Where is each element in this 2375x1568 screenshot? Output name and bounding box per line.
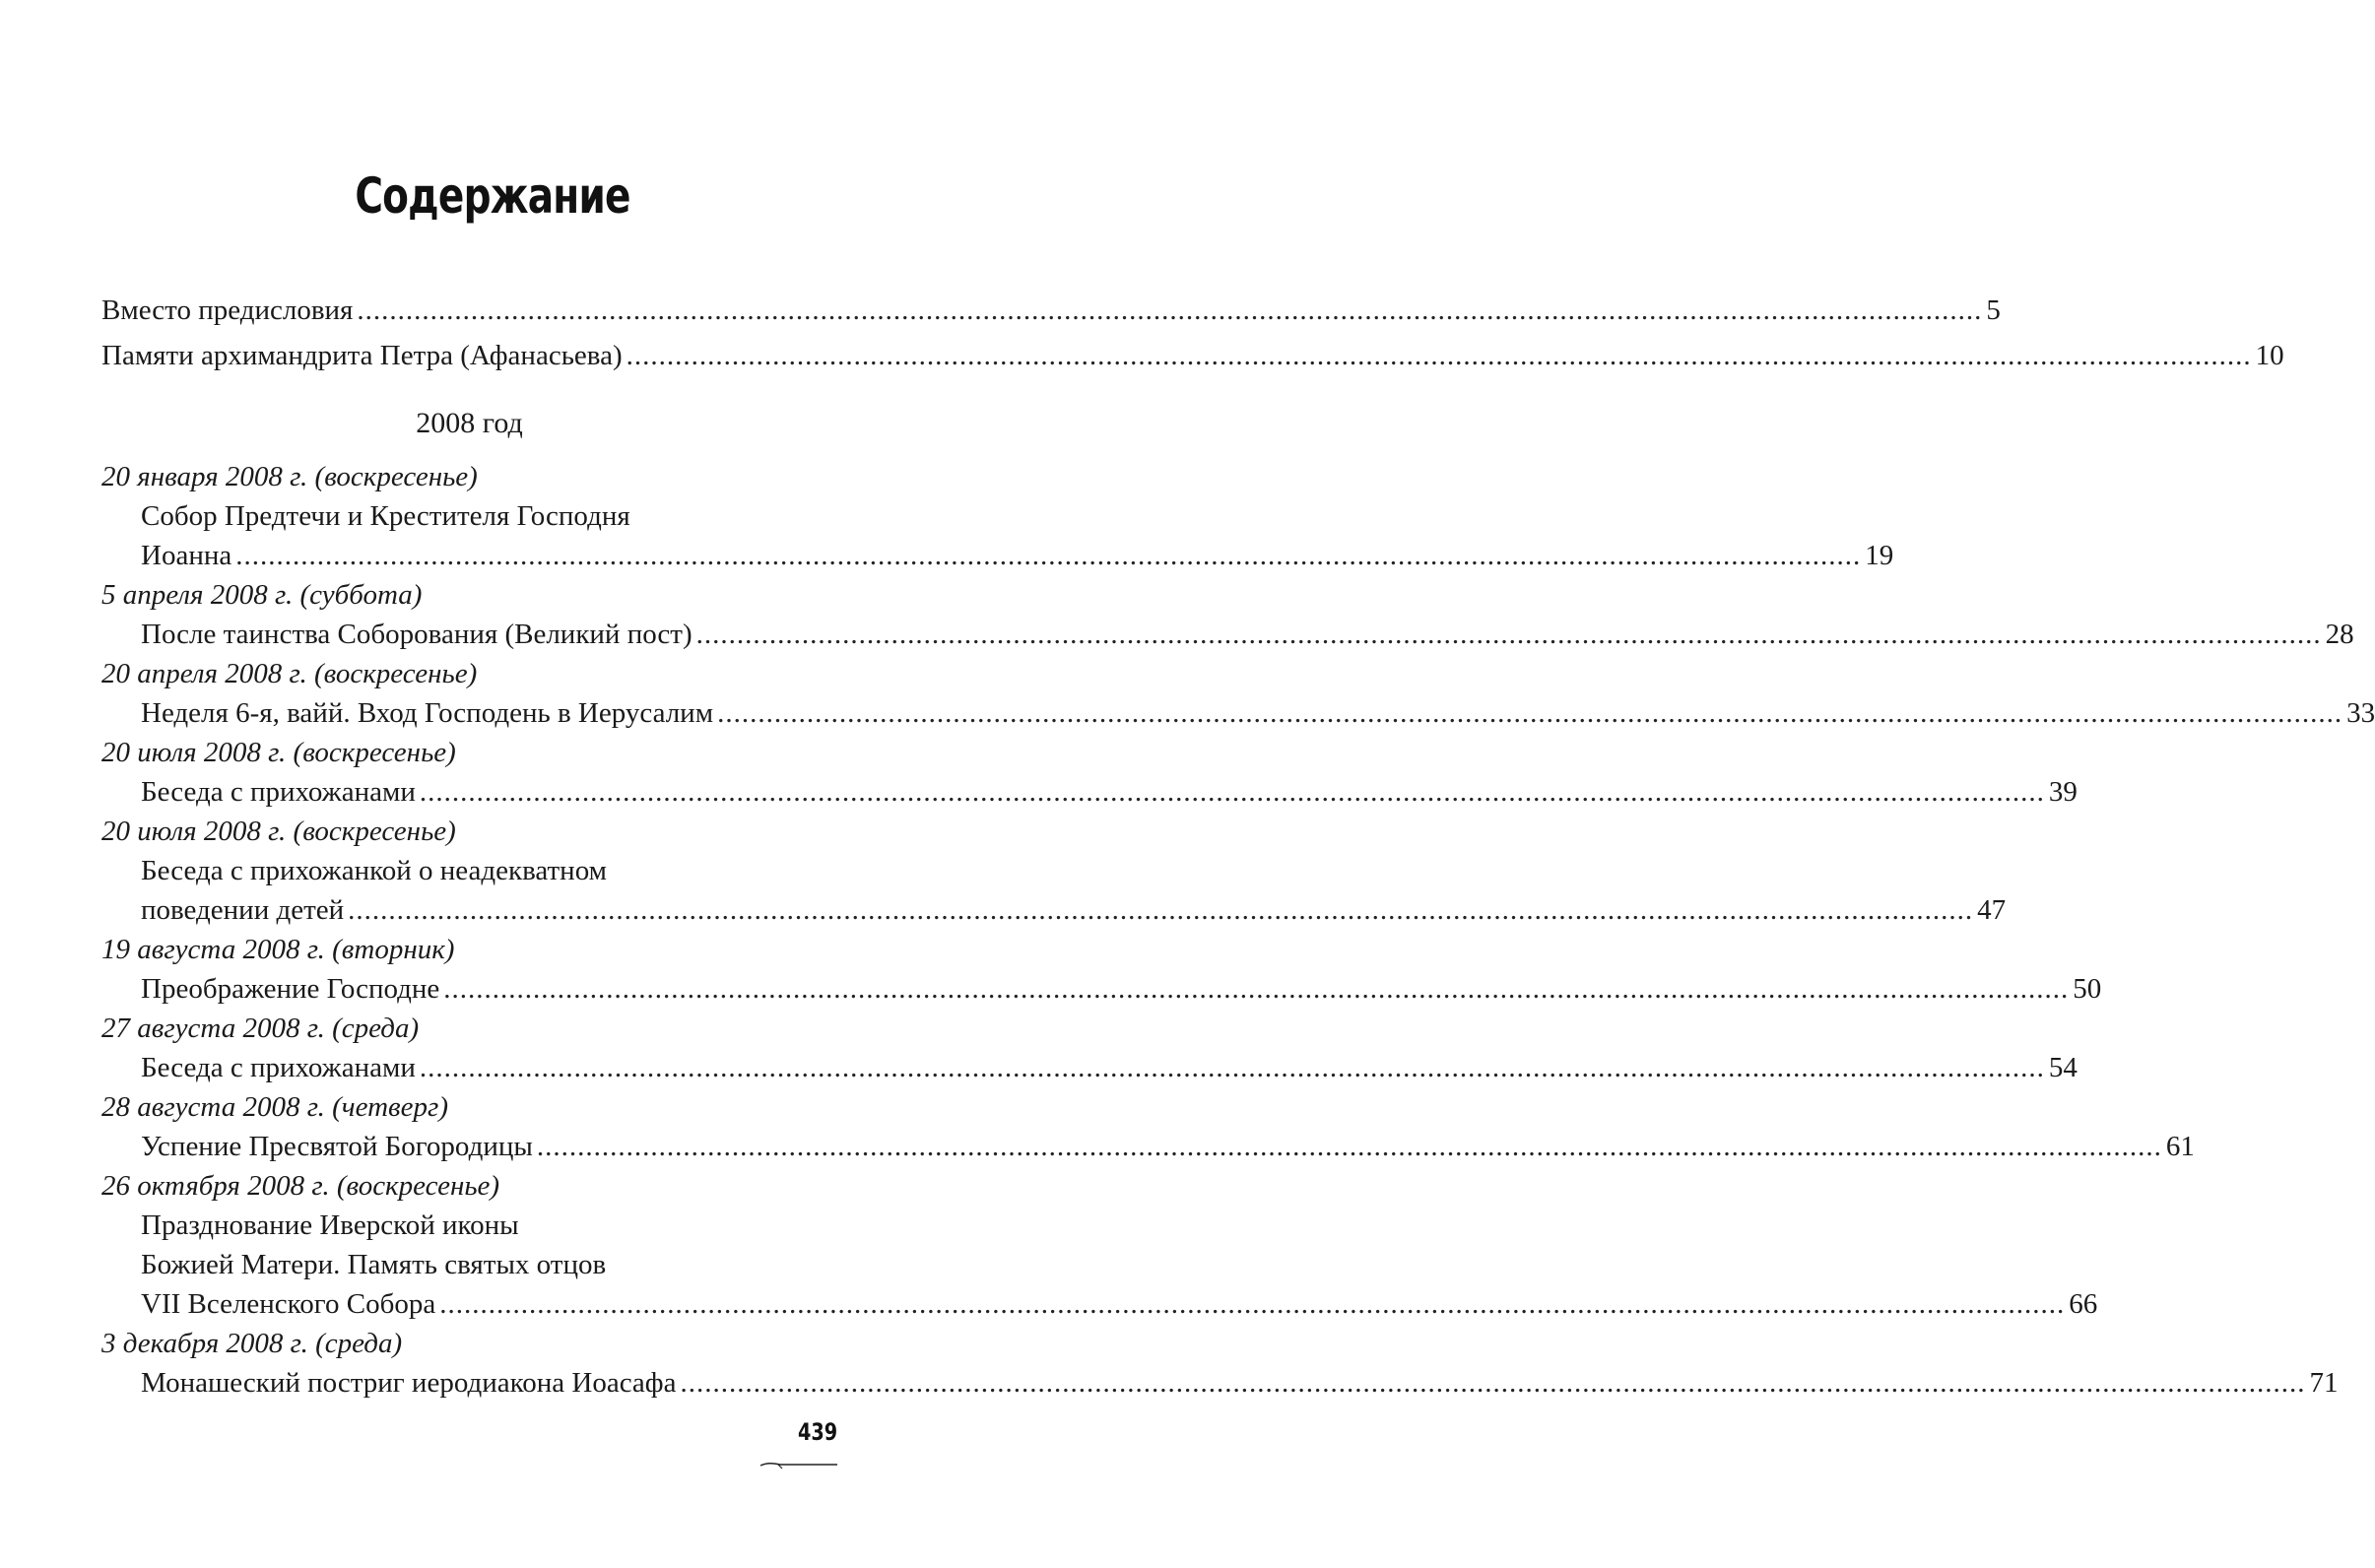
toc-entry xyxy=(101,575,2354,654)
toc-entry-title: После таинства Соборования (Великий пост) xyxy=(141,619,693,650)
entry-date: 20 июля 2008 г. (воскресенье) xyxy=(101,816,456,847)
entry-date: 20 апреля 2008 г. (воскресенье) xyxy=(101,658,478,689)
toc-page-number: 71 xyxy=(2309,1367,2339,1399)
toc-page-number: 39 xyxy=(2048,776,2078,808)
entry-title-line: Беседа с прихожанкой о неадекватном xyxy=(141,855,607,886)
toc-row xyxy=(101,969,2102,1009)
toc-page-number: 5 xyxy=(1986,294,2001,326)
toc-row xyxy=(101,1127,2195,1166)
toc-entry xyxy=(101,1324,2339,1403)
toc-entry xyxy=(101,1166,2098,1324)
toc-entry xyxy=(101,930,2102,1009)
dot-leader: ........................................................................................................................................................................................................ xyxy=(348,894,1974,926)
toc-entry-title: Неделя 6-я, вайй. Вход Господень в Иерусалим xyxy=(141,697,714,729)
entry-date: 20 июля 2008 г. (воскресенье) xyxy=(101,737,456,768)
toc-row xyxy=(101,890,2007,930)
toc-entry-title: поведении детей xyxy=(141,894,345,926)
entry-date: 20 января 2008 г. (воскресенье) xyxy=(101,461,478,492)
footer-ornament xyxy=(759,1460,839,1470)
entry-date: 5 апреля 2008 г. (суббота) xyxy=(101,579,423,611)
toc-page-number: 61 xyxy=(2165,1131,2195,1162)
toc-entry-title: Успение Пресвятой Богородицы xyxy=(141,1131,533,1162)
dot-leader: ........................................................................................................................................................................................................ xyxy=(419,1052,2045,1083)
toc-row xyxy=(101,1048,2078,1087)
dot-leader: ........................................................................................................................................................................................................ xyxy=(680,1367,2306,1399)
table-of-contents xyxy=(101,288,2375,1403)
toc-page-number: 28 xyxy=(2325,619,2354,650)
toc-entry-title: Вместо предисловия xyxy=(101,294,354,326)
toc-entry-title: Преображение Господне xyxy=(141,973,440,1005)
toc-row xyxy=(101,693,2375,733)
entry-date: 28 августа 2008 г. (четверг) xyxy=(101,1091,448,1123)
dot-leader: ........................................................................................................................................................................................................ xyxy=(695,619,2322,650)
entry-date: 19 августа 2008 г. (вторник) xyxy=(101,934,455,965)
toc-entry-title: Иоанна xyxy=(141,540,232,571)
toc-row xyxy=(101,333,2284,378)
dot-leader: ........................................................................................................................................................................................................ xyxy=(536,1131,2162,1162)
toc-page-number: 10 xyxy=(2255,340,2284,371)
toc-entry xyxy=(101,457,1894,575)
page-title: Содержание xyxy=(355,167,630,225)
toc-entry xyxy=(101,1009,2078,1087)
toc-entry-title: VII Вселенского Собора xyxy=(141,1288,436,1320)
dot-leader: ........................................................................................................................................................................................................ xyxy=(717,697,2343,729)
toc-entry xyxy=(101,733,2078,812)
toc-entry-title: Памяти архимандрита Петра (Афанасьева) xyxy=(101,340,623,371)
entry-title-line: Собор Предтечи и Крестителя Господня xyxy=(141,500,630,532)
entry-title-line: Божией Матери. Память святых отцов xyxy=(141,1249,607,1280)
toc-row xyxy=(101,772,2078,812)
toc-entry-title: Монашеский постриг иеродиакона Иоасафа xyxy=(141,1367,677,1399)
toc-entry xyxy=(101,1087,2195,1166)
toc-row xyxy=(101,1363,2339,1403)
toc-page-number: 47 xyxy=(1977,894,2007,926)
dot-leader: ........................................................................................................................................................................................................ xyxy=(439,1288,2066,1320)
dot-leader: ........................................................................................................................................................................................................ xyxy=(443,973,2070,1005)
toc-entry xyxy=(101,654,2375,733)
dot-leader: ........................................................................................................................................................................................................ xyxy=(419,776,2045,808)
dot-leader: ........................................................................................................................................................................................................ xyxy=(235,540,1862,571)
page-number: 439 xyxy=(797,1418,837,1446)
toc-page-number: 54 xyxy=(2048,1052,2078,1083)
toc-page-number: 19 xyxy=(1865,540,1894,571)
intro-section xyxy=(101,288,2284,378)
entry-date: 3 декабря 2008 г. (среда) xyxy=(101,1328,403,1359)
toc-entry-title: Беседа с прихожанами xyxy=(141,1052,416,1083)
toc-page-number: 66 xyxy=(2069,1288,2098,1320)
dot-leader: ........................................................................................................................................................................................................ xyxy=(357,294,1983,326)
toc-row xyxy=(101,1284,2098,1324)
toc-row xyxy=(101,536,1894,575)
toc-row xyxy=(101,615,2354,654)
dot-leader: ........................................................................................................................................................................................................ xyxy=(626,340,2252,371)
entry-title-line: Празднование Иверской иконы xyxy=(141,1209,519,1241)
toc-entry-title: Беседа с прихожанами xyxy=(141,776,416,808)
entry-date: 27 августа 2008 г. (среда) xyxy=(101,1013,420,1044)
toc-page-number: 50 xyxy=(2073,973,2102,1005)
entry-date: 26 октября 2008 г. (воскресенье) xyxy=(101,1170,500,1202)
year-heading: 2008 год xyxy=(416,407,523,439)
toc-page-number: 33 xyxy=(2346,697,2375,729)
entries-section xyxy=(101,457,2375,1403)
toc-row xyxy=(101,288,2001,333)
toc-entry xyxy=(101,812,2007,930)
